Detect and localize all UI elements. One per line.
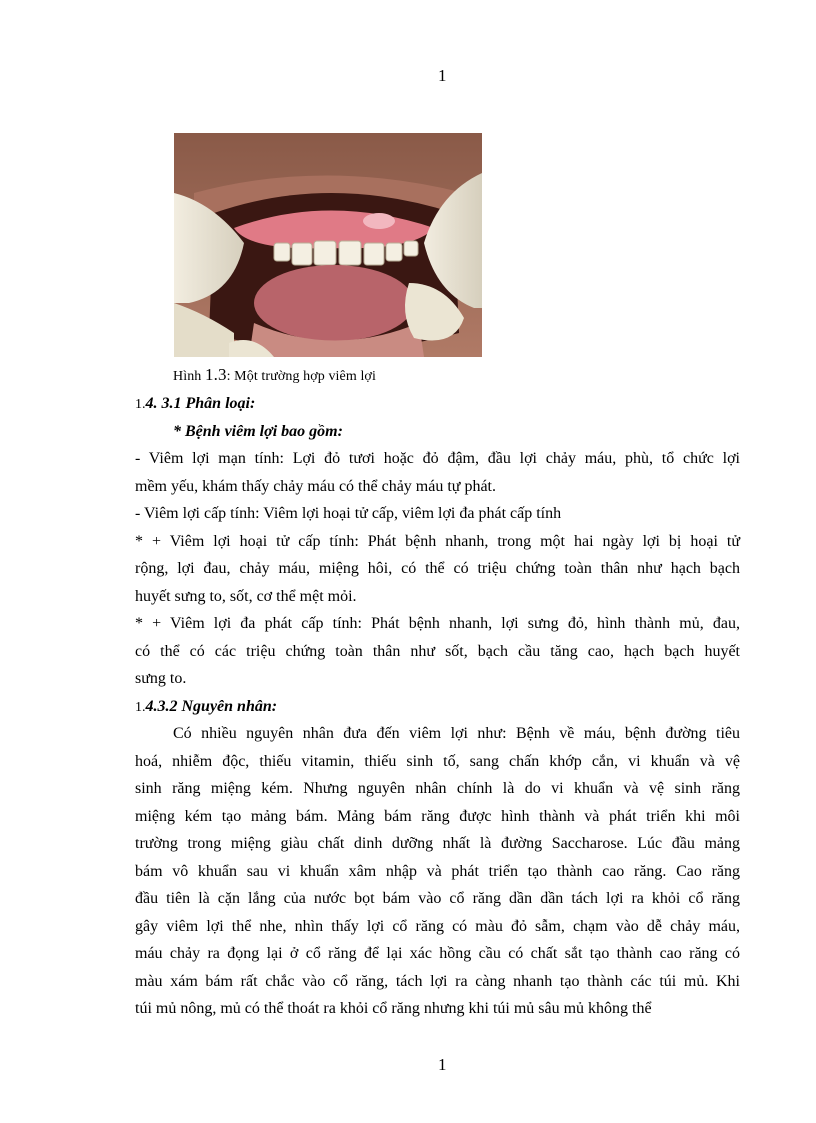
mouth-photo-illustration — [174, 133, 482, 357]
section-title: 4. 3.1 Phân loại: — [145, 395, 256, 412]
section-heading-classification — [135, 390, 740, 418]
section-number: 1. — [135, 699, 146, 715]
paragraph-line: - Viêm lợi mạn tính: Lợi đỏ tươi hoặc đỏ đậm, đầu lợi chảy máu, phù, tổ chức lợi — [135, 450, 740, 467]
paragraph-line: có thể có các triệu chứng toàn thân như sốt, bạch cầu tăng cao, hạch bạch huyết — [135, 642, 740, 660]
paragraph-line: mềm yếu, khám thấy chảy máu có thể chảy máu tự phát. — [135, 477, 496, 495]
paragraph-line: đầu tiên là cặn lắng của nước bọt bám vào cổ răng dần dần tách lợi ra khỏi cổ răng — [135, 890, 740, 907]
paragraph-line: - Viêm lợi cấp tính: Viêm lợi hoại tử cấp, viêm lợi đa phát cấp tính — [135, 505, 562, 522]
paragraph-line: miệng kém tạo mảng bám. Mảng bám răng được hình thành và phát triển khi môi — [135, 807, 740, 825]
paragraph-line: * + Viêm lợi đa phát cấp tính: Phát bệnh nhanh, lợi sưng đỏ, hình thành mủ, đau, — [135, 615, 740, 632]
paragraph-line: túi mủ nông, mủ có thể thoát ra khỏi cổ răng nhưng khi túi mủ sâu mủ không thể — [135, 1000, 652, 1017]
paragraph-line: máu chảy ra đọng lại ở cổ răng để lại xác hồng cầu có chất sắt tạo thành cao răng có — [135, 945, 740, 962]
paragraph-line: sinh răng miệng kém. Nhưng nguyên nhân chính là do vi khuẩn và vệ sinh răng — [135, 780, 740, 797]
paragraph-line: Có nhiều nguyên nhân đưa đến viêm lợi như: Bệnh về máu, bệnh đường tiêu — [173, 725, 740, 742]
paragraph-line: trường trong miệng giàu chất dinh dưỡng nhất là đường Saccharose. Lúc đầu mảng — [135, 835, 740, 852]
paragraph-line: sưng to. — [135, 670, 187, 687]
body-text — [135, 390, 740, 1023]
paragraph-line: rộng, lợi đau, chảy máu, miệng hôi, có thể có triệu chứng toàn thân như hạch bạch — [135, 560, 740, 577]
paragraph-line: * + Viêm lợi hoại tử cấp tính: Phát bệnh nhanh, trong một hai ngày lợi bị hoại tử — [135, 532, 740, 550]
paragraph-line: màu xám bám rất chắc vào cổ răng, tách lợi ra càng nhanh tạo thành các túi mủ. Khi — [135, 972, 740, 990]
paragraph-line: huyết sưng to, sốt, cơ thể mệt mỏi. — [135, 587, 357, 605]
page-number-bottom: 1 — [438, 1055, 447, 1074]
paragraph-line: gây viêm lợi thể nhe, nhìn thấy lợi cổ răng có màu đỏ sẫm, chạm vào dễ chảy máu, — [135, 917, 740, 935]
section-heading-causes — [135, 693, 740, 721]
figure-photo — [174, 133, 482, 357]
page-number-top: 1 — [438, 66, 447, 85]
paragraph-line: bám vô khuẩn sau vi khuẩn xâm nhập và phát triển tạo thành cao răng. Cao răng — [135, 862, 740, 880]
caption-number: 1.3 — [205, 365, 227, 384]
section-title: 4.3.2 Nguyên nhân: — [145, 697, 278, 715]
section-number: 1. — [135, 397, 146, 412]
caption-text: : Một trường hợp viêm lợi — [226, 369, 376, 384]
figure-caption — [173, 365, 376, 385]
sub-heading: * Bệnh viêm lợi bao gồm: — [173, 422, 343, 440]
caption-prefix: Hình — [173, 369, 202, 384]
paragraph-line: hoá, nhiễm độc, thiếu vitamin, thiếu sinh tố, sang chấn khớp cắn, vi khuẩn và vệ — [135, 752, 740, 770]
